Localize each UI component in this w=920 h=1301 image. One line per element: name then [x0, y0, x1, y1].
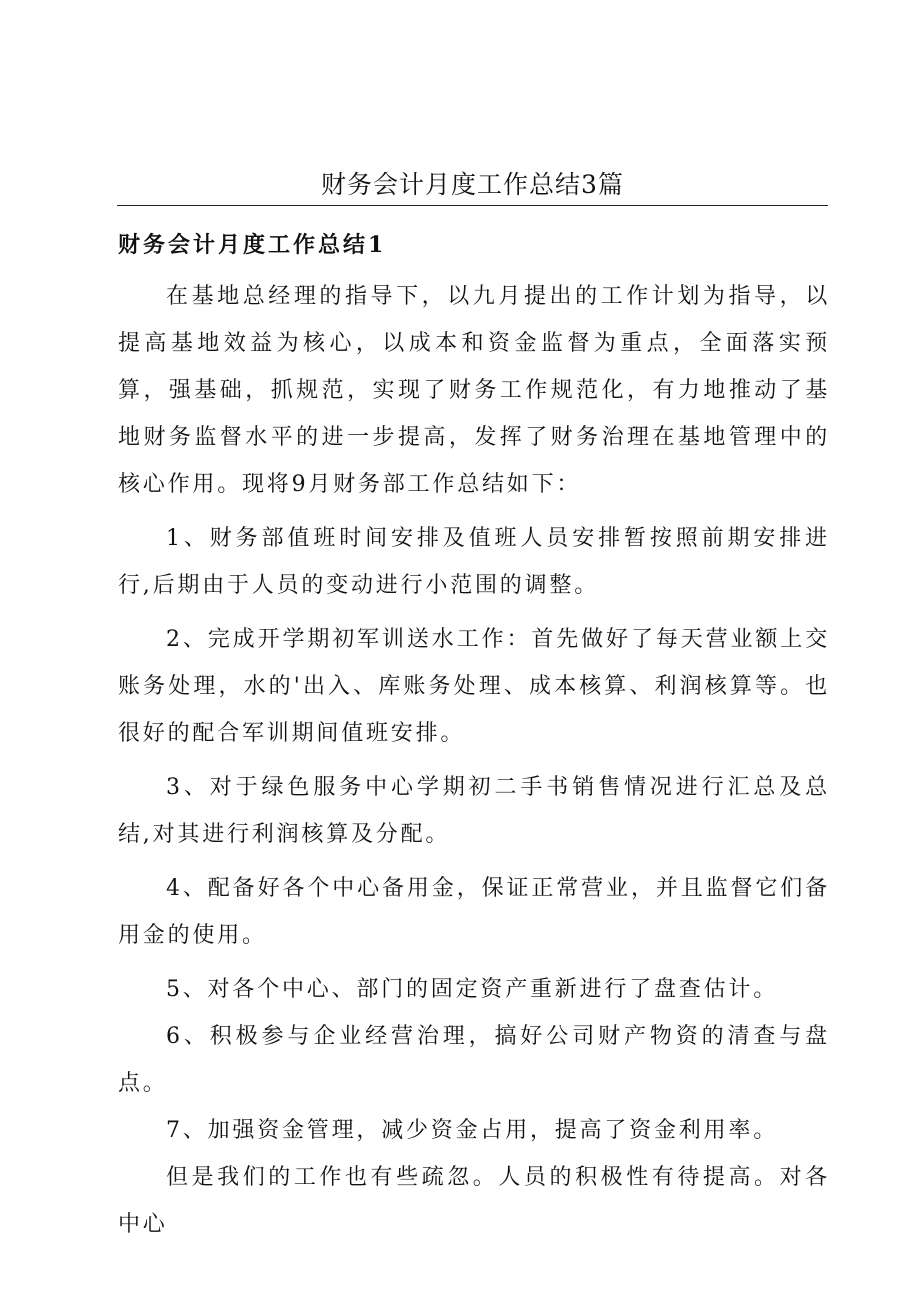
- section-heading: 财务会计月度工作总结1: [118, 232, 387, 258]
- closing-paragraph: 但是我们的工作也有些疏忽。人员的积极性有待提高。对各中心: [118, 1165, 830, 1237]
- list-item-2: 2、完成开学期初军训送水工作：首先做好了每天营业额上交账务处理，水的'出入、库账务处理、成本核算、利润核算等。也很好的配合军训期间值班安排。: [118, 627, 830, 746]
- list-item-5: 5、对各个中心、部门的固定资产重新进行了盘查估计。: [166, 977, 778, 1002]
- list-item-7: 7、加强资金管理，减少资金占用，提高了资金利用率。: [166, 1118, 778, 1143]
- list-item-1: 1、财务部值班时间安排及值班人员安排暂按照前期安排进行,后期由于人员的变动进行小范围的调整。: [118, 526, 830, 598]
- document-body: [118, 273, 830, 1248]
- title-divider: [117, 205, 828, 206]
- list-item-6: 6、积极参与企业经营治理，搞好公司财产物资的清查与盘点。: [118, 1024, 830, 1096]
- list-item-3: 3、对于绿色服务中心学期初二手书销售情况进行汇总及总结,对其进行利润核算及分配。: [118, 775, 830, 847]
- document-title: 财务会计月度工作总结3篇: [321, 170, 624, 199]
- list-item-4: 4、配备好各个中心备用金，保证正常营业，并且监督它们备用金的使用。: [118, 876, 830, 948]
- intro-paragraph: 在基地总经理的指导下，以九月提出的工作计划为指导，以提高基地效益为核心，以成本和资金监督为重点，全面落实预算，强基础，抓规范，实现了财务工作规范化，有力地推动了基地财务监督水平的进一步提高，发挥了财务治理在基地管理中的核心作用。现将9月财务部工作总结如下：: [118, 284, 830, 497]
